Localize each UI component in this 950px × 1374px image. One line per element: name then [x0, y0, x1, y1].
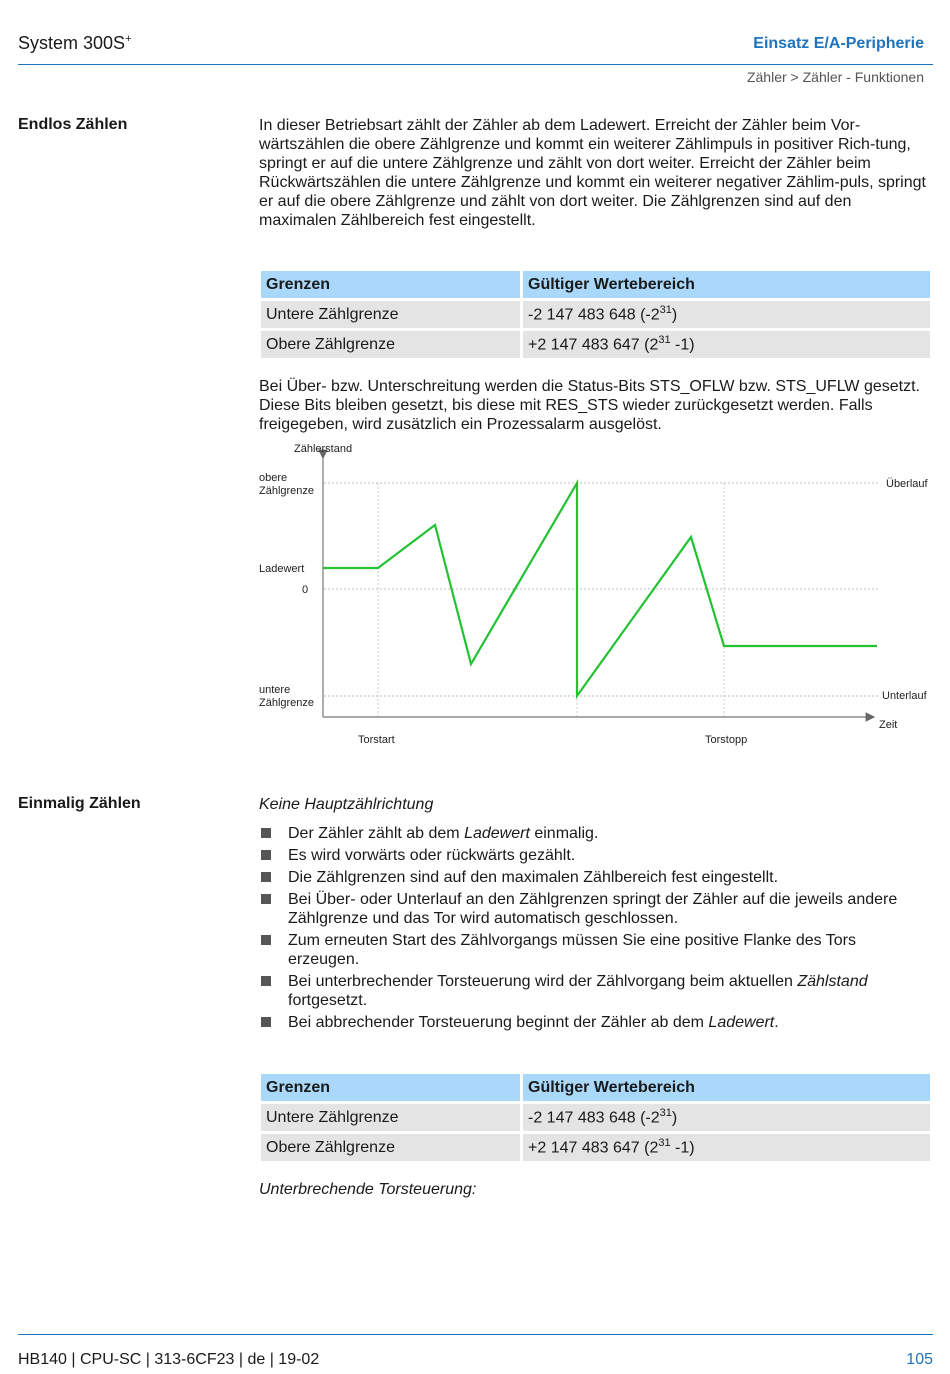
list-item: Bei Über- oder Unterlauf an den Zählgrenzen springt der Zähler auf die jeweils andere Zählgrenze und das Tor wird automatisch geschlossen.: [259, 890, 931, 928]
bullet-square-icon: [261, 935, 271, 945]
table-header-wertebereich: Gültiger Wertebereich: [523, 1074, 930, 1101]
bullet-square-icon: [261, 976, 271, 986]
footer-document-id: HB140 | CPU-SC | 313-6CF23 | de | 19-02: [18, 1351, 320, 1368]
table-cell-value: +2 147 483 647 ($2^{31}$ -1): [523, 1134, 930, 1161]
obere-label-line2: Zählgrenze: [259, 485, 315, 497]
endlos-status-paragraph: Bei Über- bzw. Unterschreitung werden die Status-Bits STS_OFLW bzw. STS_UFLW gesetzt. Diese Bits bleiben gesetzt, bis diese mit RES_STS wieder zurückgesetzt werden. Falls freigegeben, wird zusätzlich ein Prozessalarm ausgelöst.: [259, 378, 920, 433]
bullet-square-icon: [261, 872, 271, 882]
bullet-square-icon: [261, 828, 271, 838]
breadcrumb: Zähler > Zähler - Funktionen: [746, 69, 924, 85]
page-number: 105: [906, 1351, 933, 1368]
ladewert-label: Ladewert: [259, 563, 305, 575]
list-item: Die Zählgrenzen sind auf den maximalen Zählbereich fest eingestellt.: [259, 868, 931, 887]
table-header-grenzen: Grenzen: [261, 1074, 520, 1101]
ueberlauf-label: Überlauf: [886, 478, 928, 490]
table-cell-label: Untere Zählgrenze: [261, 301, 520, 328]
table-row: [261, 301, 930, 328]
einmalig-limits-table: [258, 1071, 933, 1164]
table-cell-label: Obere Zählgrenze: [261, 331, 520, 358]
y-axis-title: Zählerstand: [294, 443, 353, 455]
header-divider: [18, 64, 933, 65]
zero-label: 0: [302, 584, 309, 596]
list-item: Es wird vorwärts oder rückwärts gezählt.: [259, 846, 931, 865]
table-header-grenzen: Grenzen: [261, 271, 520, 298]
untere-label-line2: Zählgrenze: [259, 697, 315, 709]
counter-diagram: [250, 436, 940, 752]
table-cell-label: Untere Zählgrenze: [261, 1104, 520, 1131]
untere-label-line1: untere: [259, 684, 291, 696]
einmalig-subtitle: Keine Hauptzählrichtung: [259, 796, 434, 813]
obere-label-line1: obere: [259, 472, 288, 484]
bullet-square-icon: [261, 1017, 271, 1027]
endlos-section-title: Endlos Zählen: [18, 116, 128, 133]
table-cell-label: Obere Zählgrenze: [261, 1134, 520, 1161]
table-header-wertebereich: Gültiger Wertebereich: [523, 271, 930, 298]
table-cell-value: -2 147 483 648 $(-2^{31})$: [523, 301, 930, 328]
table-header-row: [261, 271, 930, 298]
table-row: [261, 1134, 930, 1161]
list-item: Der Zähler zählt ab dem Ladewert einmalig.: [259, 824, 931, 843]
unterbrechende-torsteuerung-heading: Unterbrechende Torsteuerung:: [259, 1181, 477, 1198]
list-item: Bei abbrechender Torsteuerung beginnt der Zähler ab dem Ladewert.: [259, 1013, 931, 1032]
table-cell-value: +2 147 483 647 ($2^{31}$ -1): [523, 331, 930, 358]
header-section-title: Einsatz E/A-Peripherie: [753, 35, 924, 52]
einmalig-section-title: Einmalig Zählen: [18, 795, 141, 812]
torstopp-label: Torstopp: [705, 734, 748, 746]
list-item: Zum erneuten Start des Zählvorgangs müssen Sie eine positive Flanke des Tors erzeugen.: [259, 931, 931, 969]
footer-divider: [18, 1334, 933, 1335]
unterlauf-label: Unterlauf: [882, 690, 927, 702]
table-cell-value: -2 147 483 648 $(-2^{31})$: [523, 1104, 930, 1131]
list-item: Bei unterbrechender Torsteuerung wird der Zählvorgang beim aktuellen Zählstand fortgesetzt.: [259, 972, 931, 1010]
bullet-square-icon: [261, 894, 271, 904]
table-header-row: [261, 1074, 930, 1101]
endlos-intro-paragraph: In dieser Betriebsart zählt der Zähler ab dem Ladewert. Erreicht der Zähler beim Vor-wärtszählen die obere Zählgrenze und kommt ein weiterer Zählimpuls in positiver Rich-tung, springt er auf die untere Zählgrenze und zählt von dort weiter. Erreicht der Zähler beim Rückwärtszählen die untere Zählgrenze und kommt ein weiterer negativer Zählim-puls, springt er auf die obere Zählgrenze und zählt von dort weiter. Die Zählgrenzen sind auf den maximalen Zählbereich fest eingestellt.: [259, 117, 926, 229]
bullet-square-icon: [261, 850, 271, 860]
table-row: [261, 331, 930, 358]
header-system-title: System 300S+: [18, 33, 132, 53]
endlos-limits-table: [258, 268, 933, 361]
einmalig-bullet-list: [259, 824, 931, 1035]
zeit-label: Zeit: [879, 719, 898, 731]
table-row: [261, 1104, 930, 1131]
torstart-label: Torstart: [358, 734, 395, 746]
